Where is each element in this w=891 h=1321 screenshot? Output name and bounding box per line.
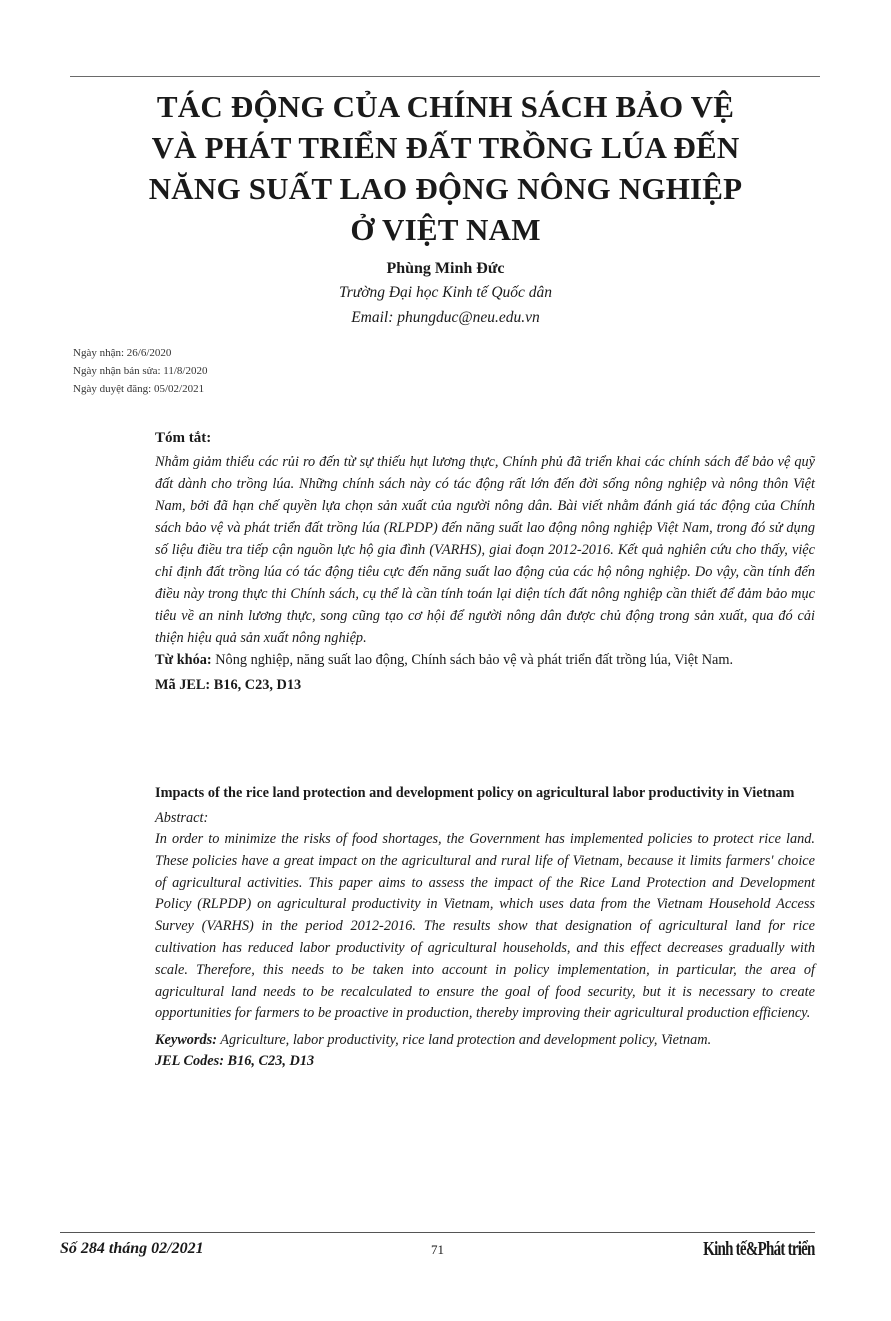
keywords-vn-label: Từ khóa: <box>155 652 212 668</box>
issue-label: Số 284 tháng 02/2021 <box>60 1240 204 1257</box>
keywords-en-label: Keywords: <box>155 1032 217 1049</box>
title-line-4: Ở VIỆT NAM <box>350 212 541 247</box>
jel-vn: Mã JEL: B16, C23, D13 <box>155 677 302 693</box>
author-name: Phùng Minh Đức <box>386 260 505 277</box>
abstract-vn-label: Tóm tắt: <box>155 430 212 446</box>
journal-logo: Kinh tế&Phát triển <box>703 1238 815 1260</box>
date-revised: Ngày nhận bản sửa: 11/8/2020 <box>73 365 208 377</box>
title-line-1: TÁC ĐỘNG CỦA CHÍNH SÁCH BẢO VỆ <box>156 89 735 124</box>
abstract-en-text: In order to minimize the risks of food shortages, the Government has implemented policies to protect rice land. These policies have a great impact on the agricultural and rural life of Vietnam, because it limits farmers' choice of agricultural activities. This paper aims to assess the impact of the Rice Land Protection and Development Policy (RLPDP) on agricultural productivity in Vietnam, which uses data from the Vietnam Household Access Survey (VARHS) in the period 2012-2016. The results show that designation of agricultural land for rice cultivation has reduced labor productivity of agricultural households, and this effect decreases gradually with scale. Therefore, this needs to be taken into account in policy implementation, in particular, the area of agricultural land needs to be recalculated to ensure the goal of food security, but it is necessary to create opportunities for farmers to be proactive in production, thereby improving their agricultural production efficiency. <box>155 831 815 1022</box>
english-title: Impacts of the rice land protection and development policy on agricultural labor productivity in Vietnam <box>155 785 795 801</box>
date-accepted: Ngày duyệt đăng: 05/02/2021 <box>73 383 205 395</box>
bottom-rule <box>60 1232 815 1233</box>
top-rule <box>70 76 820 77</box>
keywords-en <box>155 1029 815 1051</box>
jel-en: JEL Codes: B16, C23, D13 <box>155 1053 315 1070</box>
date-received: Ngày nhận: 26/6/2020 <box>73 347 172 359</box>
article-title <box>60 86 831 250</box>
author-affiliation: Trường Đại học Kinh tế Quốc dân <box>338 284 553 301</box>
keywords-vn-text: Nông nghiệp, năng suất lao động, Chính sách bảo vệ và phát triển đất trồng lúa, Việt Nam. <box>215 652 734 668</box>
abstract-vn-text: Nhằm giảm thiểu các rủi ro đến từ sự thiếu hụt lương thực, Chính phủ đã triển khai các chính sách để bảo vệ quỹ đất dành cho trồng lúa. Những chính sách này có tác động rất lớn đến đời sống nông nghiệp và nông thôn Việt Nam, bởi đã hạn chế quyền lựa chọn sản xuất của người nông dân. Bài viết nhằm đánh giá tác động của Chính sách bảo vệ và phát triển đất trồng lúa (RLPDP) đến năng suất lao động nông nghiệp Việt Nam, trong đó sử dụng số liệu điều tra tiếp cận nguồn lực hộ gia đình (VARHS), giai đoạn 2012-2016. Kết quả nghiên cứu cho thấy, việc chỉ định đất trồng lúa có tác động tiêu cực đến năng suất lao động của các hộ nông nghiệp. Do vậy, cần tính đến điều này trong thực thi Chính sách, cụ thể là cần tính toán lại diện tích đất nông nghiệp cần thiết để đảm bảo mục tiêu về an ninh lương thực, song cũng tạo cơ hội để người nông dân được chủ động trong sản xuất, qua đó cải thiện hiệu quả sản xuất nông nghiệp. <box>155 454 815 646</box>
page-number: 71 <box>431 1242 444 1257</box>
author-email[interactable]: Email: phungduc@neu.edu.vn <box>351 309 540 326</box>
page-footer <box>60 1240 815 1264</box>
submission-dates <box>73 344 207 398</box>
keywords-vn <box>155 649 815 671</box>
abstract-english <box>155 782 815 1070</box>
title-line-2: VÀ PHÁT TRIỂN ĐẤT TRỒNG LÚA ĐẾN <box>151 130 740 165</box>
abstract-en-label: Abstract: <box>155 810 209 826</box>
abstract-vietnamese <box>155 430 815 694</box>
keywords-en-text: Agriculture, labor productivity, rice land protection and development policy, Vietnam. <box>220 1032 712 1049</box>
title-line-3: NĂNG SUẤT LAO ĐỘNG NÔNG NGHIỆP <box>148 171 743 206</box>
